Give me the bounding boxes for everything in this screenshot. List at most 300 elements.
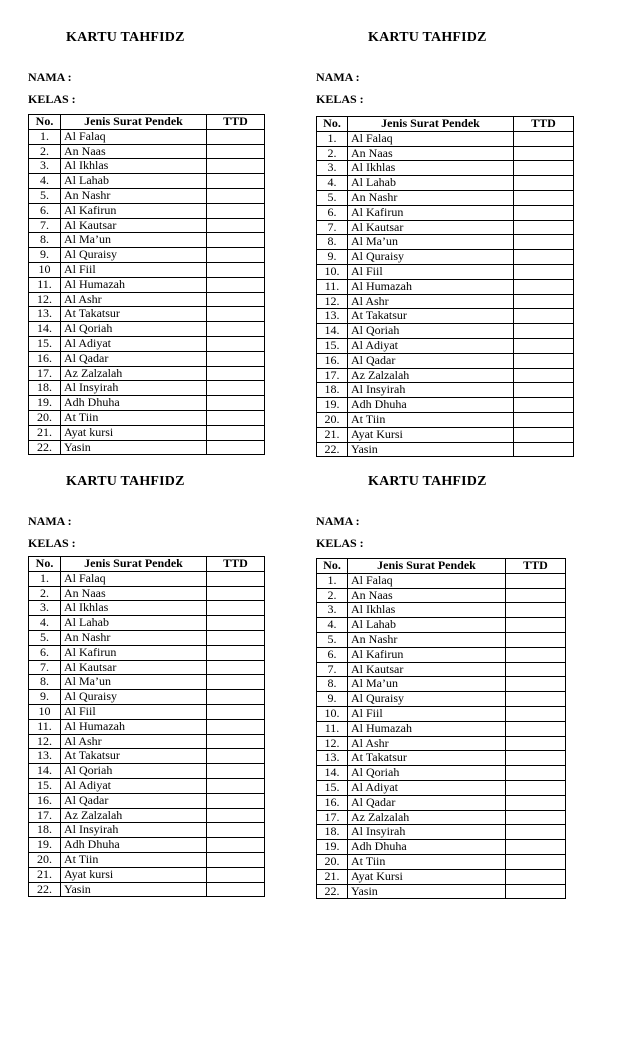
surah-name: At Takatsur	[348, 309, 514, 324]
row-number: 15.	[29, 778, 61, 793]
table-header-row	[29, 557, 265, 572]
row-number: 7.	[317, 662, 348, 677]
signature-cell[interactable]	[207, 292, 265, 307]
signature-cell[interactable]	[514, 427, 574, 442]
signature-cell[interactable]	[207, 734, 265, 749]
signature-cell[interactable]	[207, 571, 265, 586]
table-header-row	[29, 115, 265, 130]
signature-cell[interactable]	[207, 248, 265, 263]
table-row	[317, 780, 566, 795]
signature-cell[interactable]	[207, 351, 265, 366]
table-row	[29, 660, 265, 675]
table-row	[317, 632, 566, 647]
signature-cell[interactable]	[506, 795, 566, 810]
signature-cell[interactable]	[207, 129, 265, 144]
table-row	[29, 366, 265, 381]
row-number: 10	[29, 262, 61, 277]
table-row	[317, 840, 566, 855]
header-ttd: TTD	[207, 557, 265, 572]
signature-cell[interactable]	[207, 203, 265, 218]
signature-cell[interactable]	[514, 368, 574, 383]
signature-cell[interactable]	[207, 823, 265, 838]
table-row	[317, 338, 574, 353]
surah-name: Al Lahab	[348, 176, 514, 191]
row-number: 12.	[29, 734, 61, 749]
kelas-label: KELAS :	[316, 92, 364, 106]
surah-name: Yasin	[348, 884, 506, 899]
row-number: 15.	[317, 338, 348, 353]
row-number: 21.	[317, 427, 348, 442]
signature-cell[interactable]	[207, 749, 265, 764]
table-row	[317, 869, 566, 884]
table-row	[29, 690, 265, 705]
surah-name: Al Ikhlas	[61, 159, 207, 174]
kelas-label: KELAS :	[28, 92, 76, 106]
signature-cell[interactable]	[207, 336, 265, 351]
signature-cell[interactable]	[514, 309, 574, 324]
table-row	[317, 618, 566, 633]
table-row	[317, 309, 574, 324]
signature-cell[interactable]	[506, 573, 566, 588]
table-row	[29, 630, 265, 645]
surah-name: Al Quraisy	[61, 690, 207, 705]
nama-label: NAMA :	[316, 70, 360, 84]
header-surat: Jenis Surat Pendek	[61, 115, 207, 130]
table-row	[29, 808, 265, 823]
table-row	[29, 749, 265, 764]
table-row	[317, 220, 574, 235]
row-number: 2.	[29, 144, 61, 159]
table-row	[317, 161, 574, 176]
table-row	[317, 279, 574, 294]
signature-cell[interactable]	[514, 264, 574, 279]
signature-cell[interactable]	[207, 322, 265, 337]
row-number: 1.	[29, 571, 61, 586]
table-row	[317, 721, 566, 736]
card-title: KARTU TAHFIDZ	[368, 474, 487, 489]
surah-name: Adh Dhuha	[61, 838, 207, 853]
row-number: 8.	[29, 233, 61, 248]
surah-name: Al Qoriah	[348, 766, 506, 781]
row-number: 5.	[29, 630, 61, 645]
surah-name: Al Fiil	[348, 264, 514, 279]
table-row	[29, 351, 265, 366]
table-row	[29, 159, 265, 174]
signature-cell[interactable]	[207, 144, 265, 159]
signature-cell[interactable]	[207, 410, 265, 425]
signature-cell[interactable]	[514, 353, 574, 368]
table-row	[29, 336, 265, 351]
row-number: 20.	[29, 410, 61, 425]
signature-cell[interactable]	[207, 188, 265, 203]
row-number: 9.	[29, 690, 61, 705]
row-number: 20.	[317, 854, 348, 869]
surah-name: Al Falaq	[61, 571, 207, 586]
table-row	[317, 795, 566, 810]
row-number: 12.	[29, 292, 61, 307]
signature-cell[interactable]	[506, 810, 566, 825]
signature-cell[interactable]	[506, 840, 566, 855]
signature-cell[interactable]	[514, 205, 574, 220]
surah-name: Al Kautsar	[348, 662, 506, 677]
signature-cell[interactable]	[506, 751, 566, 766]
kelas-label: KELAS :	[28, 536, 76, 550]
signature-cell[interactable]	[506, 825, 566, 840]
surah-name: Al Qadar	[348, 795, 506, 810]
table-row	[29, 188, 265, 203]
signature-cell[interactable]	[207, 704, 265, 719]
surah-name: Al Kautsar	[348, 220, 514, 235]
row-number: 3.	[29, 159, 61, 174]
signature-cell[interactable]	[514, 235, 574, 250]
signature-cell[interactable]	[506, 618, 566, 633]
surah-name: Al Ma’un	[61, 675, 207, 690]
row-number: 16.	[29, 793, 61, 808]
signature-cell[interactable]	[506, 647, 566, 662]
surah-name: Al Quraisy	[61, 248, 207, 263]
signature-cell[interactable]	[207, 690, 265, 705]
header-ttd: TTD	[514, 117, 574, 132]
signature-cell[interactable]	[207, 882, 265, 897]
row-number: 13.	[29, 307, 61, 322]
row-number: 19.	[29, 838, 61, 853]
table-row	[29, 838, 265, 853]
table-row	[317, 662, 566, 677]
table-row	[317, 706, 566, 721]
signature-cell[interactable]	[207, 601, 265, 616]
table-row	[29, 867, 265, 882]
signature-cell[interactable]	[506, 869, 566, 884]
tahfidz-card	[28, 0, 293, 460]
row-number: 13.	[317, 751, 348, 766]
surah-name: Al Ashr	[61, 734, 207, 749]
surah-name: Al Falaq	[61, 129, 207, 144]
surah-table	[316, 558, 566, 899]
surah-name: Al Ma’un	[348, 235, 514, 250]
surah-name: Adh Dhuha	[348, 398, 514, 413]
signature-cell[interactable]	[207, 366, 265, 381]
signature-cell[interactable]	[514, 190, 574, 205]
row-number: 22.	[317, 884, 348, 899]
signature-cell[interactable]	[207, 262, 265, 277]
row-number: 18.	[29, 823, 61, 838]
signature-cell[interactable]	[506, 854, 566, 869]
surah-name: Al Qadar	[61, 351, 207, 366]
tahfidz-card	[316, 0, 581, 460]
signature-cell[interactable]	[506, 677, 566, 692]
surah-name: Al Ashr	[348, 736, 506, 751]
row-number: 21.	[29, 425, 61, 440]
signature-cell[interactable]	[207, 645, 265, 660]
signature-cell[interactable]	[207, 307, 265, 322]
signature-cell[interactable]	[207, 852, 265, 867]
surah-name: Al Humazah	[348, 721, 506, 736]
header-no: No.	[317, 117, 348, 132]
signature-cell[interactable]	[514, 398, 574, 413]
table-row	[317, 353, 574, 368]
surah-name: Al Kafirun	[61, 203, 207, 218]
surah-name: Al Kafirun	[348, 205, 514, 220]
table-row	[317, 427, 574, 442]
header-no: No.	[317, 559, 348, 574]
row-number: 4.	[29, 174, 61, 189]
signature-cell[interactable]	[506, 662, 566, 677]
row-number: 12.	[317, 294, 348, 309]
table-row	[29, 645, 265, 660]
table-row	[29, 292, 265, 307]
header-ttd: TTD	[207, 115, 265, 130]
surah-name: At Tiin	[61, 410, 207, 425]
signature-cell[interactable]	[207, 764, 265, 779]
row-number: 5.	[29, 188, 61, 203]
signature-cell[interactable]	[207, 381, 265, 396]
surah-name: Al Adiyat	[348, 338, 514, 353]
table-row	[317, 146, 574, 161]
table-row	[29, 882, 265, 897]
table-row	[317, 751, 566, 766]
row-number: 5.	[317, 190, 348, 205]
signature-cell[interactable]	[506, 692, 566, 707]
table-row	[317, 412, 574, 427]
signature-cell[interactable]	[506, 780, 566, 795]
surah-name: Al Adiyat	[61, 778, 207, 793]
row-number: 9.	[317, 250, 348, 265]
surah-name: Al Insyirah	[61, 823, 207, 838]
row-number: 19.	[29, 396, 61, 411]
row-number: 7.	[29, 218, 61, 233]
signature-cell[interactable]	[207, 838, 265, 853]
row-number: 7.	[29, 660, 61, 675]
row-number: 9.	[29, 248, 61, 263]
signature-cell[interactable]	[207, 675, 265, 690]
row-number: 10.	[317, 264, 348, 279]
row-number: 18.	[317, 383, 348, 398]
table-row	[29, 852, 265, 867]
row-number: 22.	[317, 442, 348, 457]
surah-name: Al Qoriah	[348, 324, 514, 339]
surah-name: An Nashr	[61, 630, 207, 645]
row-number: 16.	[317, 795, 348, 810]
row-number: 3.	[29, 601, 61, 616]
surah-name: Al Kafirun	[348, 647, 506, 662]
surah-name: Al Falaq	[348, 131, 514, 146]
signature-cell[interactable]	[514, 324, 574, 339]
row-number: 21.	[29, 867, 61, 882]
row-number: 11.	[317, 279, 348, 294]
signature-cell[interactable]	[207, 719, 265, 734]
row-number: 17.	[317, 368, 348, 383]
surah-name: Al Qoriah	[61, 764, 207, 779]
signature-cell[interactable]	[514, 250, 574, 265]
signature-cell[interactable]	[207, 586, 265, 601]
signature-cell[interactable]	[207, 277, 265, 292]
header-ttd: TTD	[506, 559, 566, 574]
surah-name: Al Ashr	[61, 292, 207, 307]
table-row	[317, 647, 566, 662]
table-row	[29, 174, 265, 189]
surah-name: Al Qadar	[348, 353, 514, 368]
table-row	[317, 324, 574, 339]
table-row	[29, 233, 265, 248]
row-number: 1.	[29, 129, 61, 144]
kelas-label: KELAS :	[316, 536, 364, 550]
surah-name: Al Ashr	[348, 294, 514, 309]
surah-name: Ayat Kursi	[348, 427, 514, 442]
surah-name: Az Zalzalah	[61, 366, 207, 381]
surah-name: Al Falaq	[348, 573, 506, 588]
table-row	[317, 250, 574, 265]
surah-name: Adh Dhuha	[61, 396, 207, 411]
row-number: 22.	[29, 440, 61, 455]
signature-cell[interactable]	[514, 279, 574, 294]
surah-name: At Takatsur	[61, 749, 207, 764]
surah-name: An Naas	[348, 588, 506, 603]
signature-cell[interactable]	[207, 425, 265, 440]
surah-name: Al Insyirah	[348, 825, 506, 840]
row-number: 4.	[317, 176, 348, 191]
signature-cell[interactable]	[207, 233, 265, 248]
signature-cell[interactable]	[207, 396, 265, 411]
surah-name: Ayat Kursi	[348, 869, 506, 884]
row-number: 18.	[317, 825, 348, 840]
row-number: 4.	[29, 616, 61, 631]
surah-name: Az Zalzalah	[348, 810, 506, 825]
table-row	[317, 264, 574, 279]
surah-name: An Nashr	[61, 188, 207, 203]
row-number: 10.	[317, 706, 348, 721]
signature-cell[interactable]	[207, 660, 265, 675]
row-number: 17.	[29, 808, 61, 823]
surah-name: Al Quraisy	[348, 250, 514, 265]
signature-cell[interactable]	[506, 588, 566, 603]
surah-name: An Naas	[61, 586, 207, 601]
table-row	[317, 603, 566, 618]
table-row	[29, 129, 265, 144]
surah-name: Al Humazah	[61, 719, 207, 734]
surah-name: Al Ma’un	[61, 233, 207, 248]
signature-cell[interactable]	[207, 616, 265, 631]
row-number: 20.	[29, 852, 61, 867]
table-row	[29, 793, 265, 808]
signature-cell[interactable]	[506, 721, 566, 736]
table-row	[317, 190, 574, 205]
signature-cell[interactable]	[514, 220, 574, 235]
signature-cell[interactable]	[207, 778, 265, 793]
surah-name: Al Ikhlas	[61, 601, 207, 616]
signature-cell[interactable]	[207, 174, 265, 189]
table-row	[29, 734, 265, 749]
surah-name: Al Qoriah	[61, 322, 207, 337]
row-number: 9.	[317, 692, 348, 707]
signature-cell[interactable]	[506, 632, 566, 647]
table-row	[317, 176, 574, 191]
surah-name: An Nashr	[348, 632, 506, 647]
table-row	[317, 383, 574, 398]
signature-cell[interactable]	[514, 294, 574, 309]
row-number: 15.	[29, 336, 61, 351]
surah-name: Al Insyirah	[348, 383, 514, 398]
row-number: 14.	[29, 764, 61, 779]
table-row	[317, 854, 566, 869]
signature-cell[interactable]	[514, 338, 574, 353]
signature-cell[interactable]	[514, 161, 574, 176]
table-row	[29, 203, 265, 218]
signature-cell[interactable]	[514, 412, 574, 427]
row-number: 10	[29, 704, 61, 719]
signature-cell[interactable]	[207, 630, 265, 645]
header-surat: Jenis Surat Pendek	[348, 117, 514, 132]
surah-name: Al Qadar	[61, 793, 207, 808]
signature-cell[interactable]	[207, 159, 265, 174]
signature-cell[interactable]	[506, 603, 566, 618]
signature-cell[interactable]	[207, 808, 265, 823]
row-number: 17.	[317, 810, 348, 825]
table-row	[317, 368, 574, 383]
table-row	[317, 825, 566, 840]
surah-name: Al Ikhlas	[348, 603, 506, 618]
table-row	[29, 616, 265, 631]
signature-cell[interactable]	[514, 383, 574, 398]
signature-cell[interactable]	[514, 146, 574, 161]
surah-name: Adh Dhuha	[348, 840, 506, 855]
table-row	[317, 205, 574, 220]
table-row	[29, 277, 265, 292]
surah-name: Al Ikhlas	[348, 161, 514, 176]
table-row	[29, 396, 265, 411]
signature-cell[interactable]	[506, 884, 566, 899]
row-number: 4.	[317, 618, 348, 633]
table-row	[29, 764, 265, 779]
row-number: 3.	[317, 603, 348, 618]
surah-name: Al Kautsar	[61, 660, 207, 675]
table-row	[29, 322, 265, 337]
row-number: 8.	[317, 235, 348, 250]
row-number: 18.	[29, 381, 61, 396]
row-number: 2.	[317, 588, 348, 603]
row-number: 15.	[317, 780, 348, 795]
signature-cell[interactable]	[506, 766, 566, 781]
table-row	[29, 586, 265, 601]
signature-cell[interactable]	[207, 793, 265, 808]
row-number: 19.	[317, 840, 348, 855]
table-header-row	[317, 117, 574, 132]
row-number: 22.	[29, 882, 61, 897]
surah-name: At Takatsur	[348, 751, 506, 766]
header-surat: Jenis Surat Pendek	[348, 559, 506, 574]
signature-cell[interactable]	[207, 867, 265, 882]
table-row	[29, 425, 265, 440]
signature-cell[interactable]	[514, 176, 574, 191]
header-surat: Jenis Surat Pendek	[61, 557, 207, 572]
signature-cell[interactable]	[506, 736, 566, 751]
table-row	[317, 398, 574, 413]
row-number: 14.	[29, 322, 61, 337]
surah-name: Al Fiil	[348, 706, 506, 721]
surah-name: Al Insyirah	[61, 381, 207, 396]
row-number: 11.	[317, 721, 348, 736]
table-row	[29, 601, 265, 616]
row-number: 2.	[29, 586, 61, 601]
signature-cell[interactable]	[207, 218, 265, 233]
row-number: 12.	[317, 736, 348, 751]
table-row	[29, 571, 265, 586]
card-title: KARTU TAHFIDZ	[368, 30, 487, 45]
row-number: 3.	[317, 161, 348, 176]
tahfidz-card	[28, 444, 293, 904]
surah-name: Al Lahab	[61, 174, 207, 189]
signature-cell[interactable]	[514, 131, 574, 146]
signature-cell[interactable]	[506, 706, 566, 721]
